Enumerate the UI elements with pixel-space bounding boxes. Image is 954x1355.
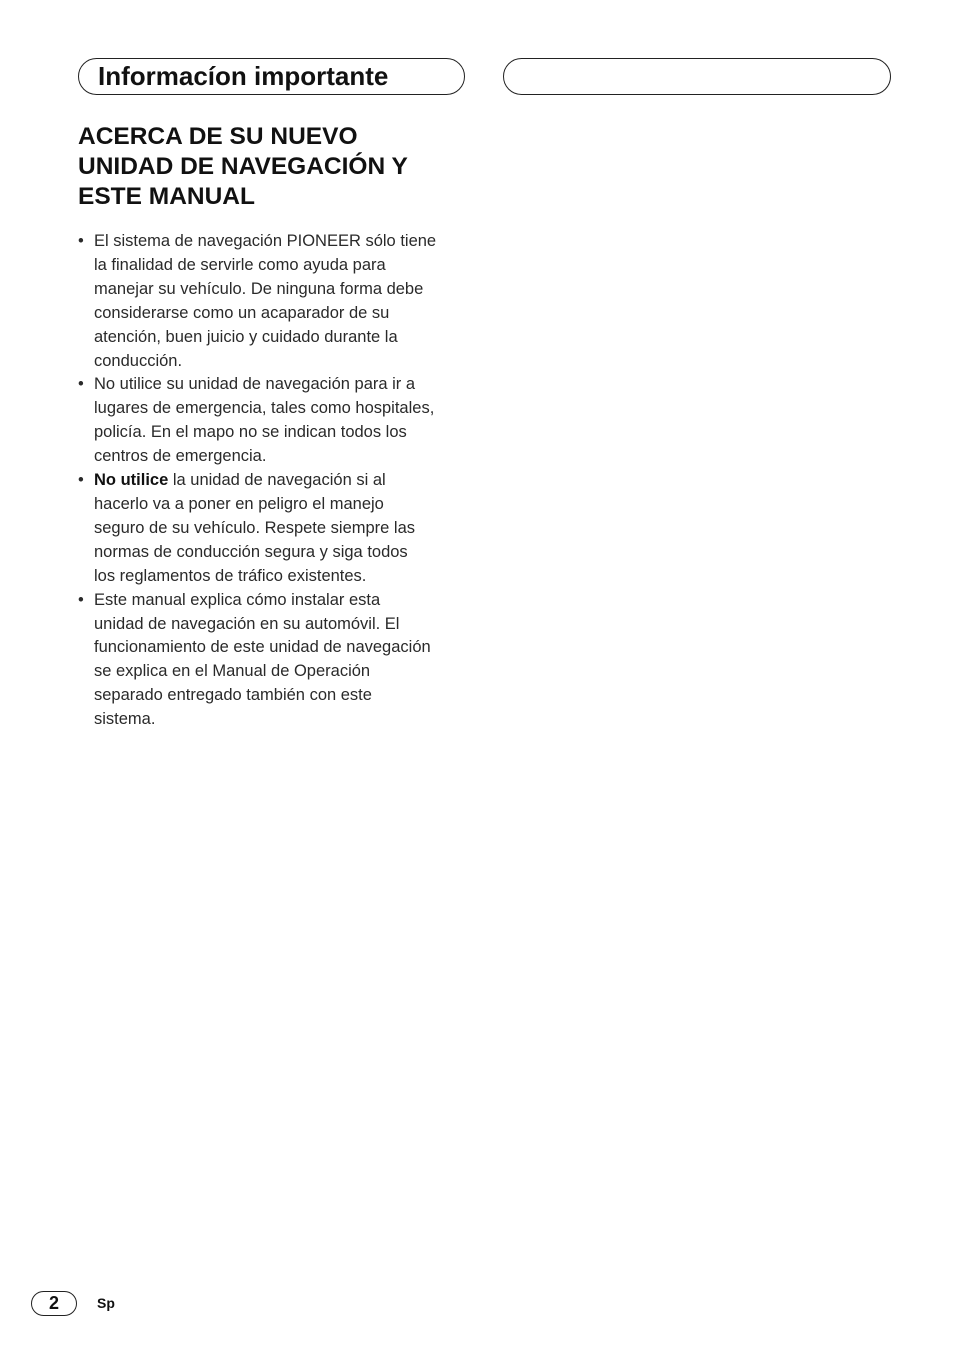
section-title-tab — [78, 58, 465, 95]
page-number-badge — [31, 1291, 77, 1316]
page-number: 2 — [48, 1293, 59, 1313]
list-item-text: No utilice la unidad de navegación si al hacerlo va a poner en peligro el manejo seguro de su vehículo. Respete siempre las normas de conducción segura y siga todos los reglamentos de tráfico existentes. — [94, 471, 416, 585]
language-code: Sp — [97, 1295, 115, 1311]
bullet-icon: • — [78, 590, 84, 609]
warning-lead: No utilice — [94, 471, 169, 490]
page-heading — [78, 122, 468, 212]
heading-line: UNIDAD DE NAVEGACIÓN Y — [78, 153, 408, 180]
bullet-icon: • — [78, 471, 84, 490]
heading-line: ACERCA DE SU NUEVO — [78, 123, 358, 150]
heading-line: ESTE MANUAL — [78, 183, 255, 210]
notes-list — [78, 230, 470, 732]
list-item — [78, 373, 470, 469]
list-item — [78, 230, 470, 373]
list-item — [78, 469, 470, 589]
list-item-text: Este manual explica cómo instalar esta unidad de navegación en su automóvil. El funcionamiento de este unidad de navegación se explica en el Manual de Operación separado entregado también con este sistema. — [94, 590, 431, 729]
section-title: Informacíon importante — [98, 61, 389, 91]
bullet-icon: • — [78, 375, 84, 394]
list-item — [78, 589, 470, 732]
bullet-icon: • — [78, 232, 84, 250]
list-item-text: No utilice su unidad de navegación para ir a lugares de emergencia, tales como hospitales, policía. En el mapo no se indican todos los centros de emergencia. — [94, 375, 435, 466]
chapter-tab-empty — [503, 58, 891, 95]
list-item-text: El sistema de navegación PIONEER sólo tiene la finalidad de servirle como ayuda para manejar su vehículo. De ninguna forma debe considerarse como un acaparador de su atención, buen juicio y cuidado durante la conducción. — [94, 232, 437, 370]
